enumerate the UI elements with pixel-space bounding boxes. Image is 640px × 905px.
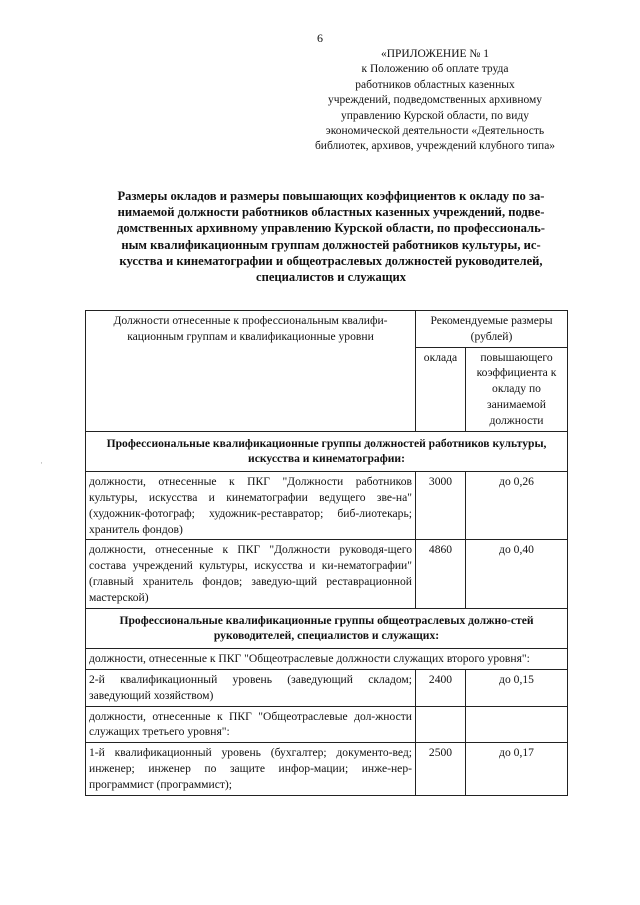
table-header-row xyxy=(86,311,568,348)
row-position: 2-й квалификационный уровень (заведующий складом; заведующий хозяйством) xyxy=(86,669,416,706)
table-row xyxy=(86,743,568,795)
margin-mark: · xyxy=(40,458,43,468)
appendix-block xyxy=(300,47,570,155)
row-position: 1-й квалификационный уровень (бухгалтер; документо-вед; инженер; инженер по защите инфор-мации; инже-нер-программист (программист); xyxy=(86,743,416,795)
row-salary: 2400 xyxy=(416,669,466,706)
heading-line: Размеры окладов и размеры повышающих коэффициентов к окладу по за- xyxy=(117,189,545,203)
row-salary: 2500 xyxy=(416,743,466,795)
row-coefficient: до 0,26 xyxy=(466,472,568,540)
appendix-line: учреждений, подведомственных архивному xyxy=(327,94,543,107)
appendix-line: управлению Курской области, по виду xyxy=(340,109,529,122)
heading-line: домственных архивному управлению Курской области, по профессиональ- xyxy=(117,221,545,236)
appendix-line: «ПРИЛОЖЕНИЕ № 1 xyxy=(380,48,489,60)
row-coefficient: до 0,15 xyxy=(466,669,568,706)
table-row xyxy=(86,540,568,608)
header-coefficient: повышающего коэффициента к окладу по занимаемой должности xyxy=(466,347,568,431)
row-salary xyxy=(416,706,466,743)
row-salary: 3000 xyxy=(416,472,466,540)
appendix-line: библиотек, архивов, учреждений клубного типа» xyxy=(314,140,556,153)
heading-line: специалистов и служащих xyxy=(255,270,407,285)
heading-line: нимаемой должности работников областных казенных учреждений, подве- xyxy=(117,205,545,220)
table-row xyxy=(86,706,568,743)
heading-line: ным квалификационным группам должностей работников культуры, ис- xyxy=(121,237,541,252)
salary-table xyxy=(85,310,568,796)
row-coefficient: до 0,17 xyxy=(466,743,568,795)
heading-line: кусства и кинематографии и общеотраслевых должностей руководителей, xyxy=(119,253,543,268)
header-recommended: Рекомендуемые размеры (рублей) xyxy=(416,311,568,348)
appendix-line: к Положению об оплате труда xyxy=(361,63,509,76)
appendix-line: работников областных казенных xyxy=(355,78,515,91)
table-row xyxy=(86,669,568,706)
group-row xyxy=(86,608,568,649)
table-row xyxy=(86,472,568,540)
group-title: Профессиональные квалификационные группы должностей работников культуры, искусства и кинематографии: xyxy=(86,431,568,472)
header-position: Должности отнесенные к профессиональным квалифи-кационным группам и квалификационные уровни xyxy=(86,311,416,432)
page-number: 6 xyxy=(317,31,323,45)
row-position: должности, отнесенные к ПКГ "Должности работников культуры, искусства и кинематографии ведущего зве-на" (художник-фотограф; художник-реставратор; биб-лиотекарь; хранитель фондов) xyxy=(86,472,416,540)
row-position: должности, отнесенные к ПКГ "Общеотраслевые дол-жности служащих третьего уровня": xyxy=(86,706,416,743)
row-coefficient xyxy=(466,706,568,743)
document-heading xyxy=(86,188,576,285)
row-salary: 4860 xyxy=(416,540,466,608)
header-salary: оклада xyxy=(416,347,466,431)
group-row xyxy=(86,431,568,472)
row-coefficient: до 0,40 xyxy=(466,540,568,608)
appendix-line: экономической деятельности «Деятельность xyxy=(325,125,545,138)
row-position: должности, отнесенные к ПКГ "Должности руководя-щего состава учреждений культуры, искусства и ки-нематографии" (главный хранитель фондов; заведую-щий реставрационной мастерской) xyxy=(86,540,416,608)
group-title: Профессиональные квалификационные группы общеотраслевых должно-стей руководителей, специалистов и служащих: xyxy=(86,608,568,649)
table-row xyxy=(86,649,568,670)
row-position: должности, отнесенные к ПКГ "Общеотраслевые должности служащих второго уровня": xyxy=(86,649,568,670)
